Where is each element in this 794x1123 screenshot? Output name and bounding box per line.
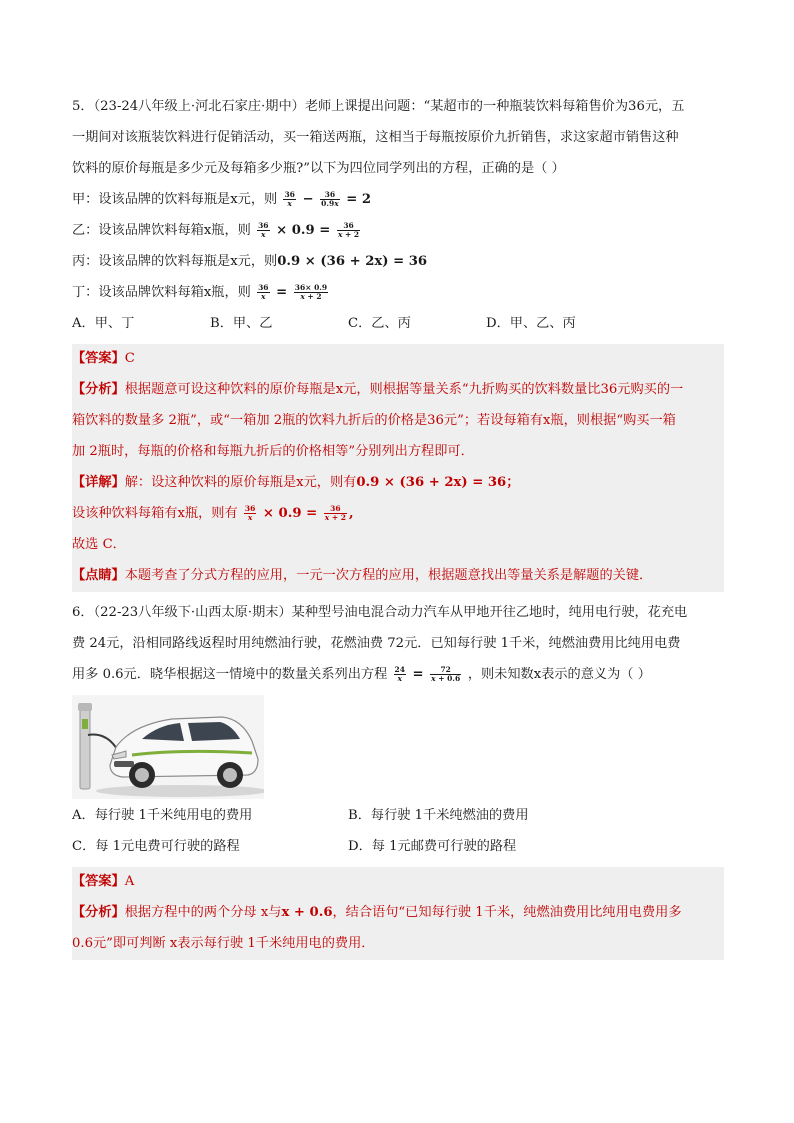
q5-option-ding: [72, 282, 724, 303]
comment-text: 本题考查了分式方程的应用，一元一次方程的应用，根据题意找出等量关系是解题的关键．: [124, 568, 653, 583]
q5-choices: [72, 313, 724, 334]
q5-jia-equation: $\frac{36}{x}$ − $\frac{36}{0.9x}$ = 2: [284, 190, 372, 208]
q6-solution-block: [72, 867, 724, 960]
q5-detail-line-3: 故选 C．: [72, 537, 126, 552]
q5-stem-line-1: 5．（23-24八年级上·河北石家庄·期中）老师上课提出问题：“某超市的一种瓶装饮料每箱售价为36元，五: [72, 99, 685, 114]
q5-analysis-line-2: 箱饮料的数量多 2瓶”，或“一箱加 2瓶的饮料九折后的价格是36元”；若设每箱有x瓶，则根据“购买一箱: [72, 413, 676, 428]
q5-yi-equation: $\frac{36}{x}$ × 0.9 = $\frac{36}{x + 2}$: [258, 221, 360, 239]
question-6: [72, 602, 724, 857]
q6-stem-line-2: 费 24元，沿相同路线返程时用纯燃油行驶，花燃油费 72元．已知每行驶 1千米，纯燃油费用比纯用电费: [72, 636, 681, 651]
analysis-tag: 【分析】: [72, 905, 125, 920]
q5-stem-line-3: 饮料的原价每瓶是多少元及每箱多少瓶?”以下为四位同学列出的方程，正确的是（ ）: [72, 161, 565, 176]
q5-ding-equation: $\frac{36}{x}$ = $\frac{36\times 0.9}{x + 2}$: [258, 283, 328, 301]
q5-choice-c[interactable]: C．乙、丙: [348, 316, 411, 331]
q5-bing-equation: 0.9 × (36 + 2x) = 36: [277, 254, 428, 269]
q6-stem-text-b: ，则未知数x表示的意义为（ ）: [467, 667, 651, 682]
analysis-text-a: 根据方程中的两个分母 x与: [124, 905, 282, 920]
detail-text-2: 设该种饮料每箱有x瓶，则有: [72, 506, 238, 521]
q6-stem-line-3: [72, 664, 724, 685]
q5-comment: [72, 565, 724, 586]
q6-choice-c[interactable]: C．每 1元电费可行驶的路程: [72, 839, 240, 854]
answer-tag: 【答案】: [72, 874, 125, 889]
answer-value: C: [124, 351, 135, 366]
q5-option-yi: [72, 220, 724, 241]
q5-option-bing: [72, 251, 724, 272]
detail-tag: 【详解】: [72, 475, 125, 490]
q6-stem-text-a: 用多 0.6元．晓华根据这一情境中的数量关系列出方程: [72, 667, 388, 682]
car-charging-image: [72, 695, 264, 799]
q5-detail-line-1: [72, 472, 724, 493]
q6-equation: $\frac{24}{x}$ = $\frac{72}{x + 0.6}$: [394, 665, 461, 683]
q5-ding-text: 丁：设该品牌饮料每箱x瓶，则: [72, 285, 251, 300]
q5-choice-a[interactable]: A．甲、丁: [72, 316, 135, 331]
q6-choice-d[interactable]: D．每 1元邮费可行驶的路程: [348, 839, 517, 854]
detail-equation-2: $\frac{36}{x}$ × 0.9 = $\frac{36}{x + 2}$ ,: [244, 504, 354, 522]
q6-answer: [72, 871, 724, 892]
document-page: [72, 96, 724, 960]
q5-jia-text: 甲：设该品牌的饮料每瓶是x元，则: [72, 192, 278, 207]
question-5: [72, 96, 724, 334]
q6-choice-b[interactable]: B．每行驶 1千米纯燃油的费用: [348, 808, 529, 823]
q5-detail-line-2: [72, 503, 724, 524]
q6-analysis-line-2: 0.6元”即可判断 x表示每行驶 1千米纯用电的费用．: [72, 936, 375, 951]
q5-option-jia: [72, 189, 724, 210]
answer-tag: 【答案】: [72, 351, 125, 366]
q6-stem-line-1: 6．（22-23八年级下·山西太原·期末）某种型号油电混合动力汽车从甲地开往乙地时，纯用电行驶，花充电: [72, 605, 688, 620]
analysis-tag: 【分析】: [72, 382, 125, 397]
analysis-expression: x + 0.6: [281, 905, 333, 920]
analysis-text: 根据题意可设这种饮料的原价每瓶是x元，则根据等量关系“九折购买的饮料数量比36元购买的一: [124, 382, 684, 397]
q6-choice-a[interactable]: A．每行驶 1千米纯用电的费用: [72, 808, 253, 823]
detail-text: 解：设这种饮料的原价每瓶是x元，则有: [124, 475, 357, 490]
q5-bing-text: 丙：设该品牌的饮料每瓶是x元，则: [72, 254, 278, 269]
q6-analysis-line-1: [72, 902, 724, 923]
q6-choices-row-1: [72, 805, 724, 826]
q6-choices-row-2: [72, 836, 724, 857]
answer-value: A: [124, 874, 135, 889]
q5-choice-d[interactable]: D．甲、乙、丙: [486, 316, 576, 331]
q5-stem-line-2: 一期间对该瓶装饮料进行促销活动，买一箱送两瓶，这相当于每瓶按原价九折销售，求这家超市销售这种: [72, 130, 679, 145]
q5-analysis-line-1: [72, 379, 724, 400]
detail-equation-1: 0.9 × (36 + 2x) = 36；: [356, 475, 520, 490]
analysis-text-c: ，结合语句“已知每行驶 1千米，纯燃油费用比纯用电费用多: [332, 905, 682, 920]
q5-solution-block: [72, 344, 724, 592]
q5-yi-text: 乙：设该品牌饮料每箱x瓶，则: [72, 223, 251, 238]
q5-choice-b[interactable]: B．甲、乙: [210, 316, 273, 331]
q5-analysis-line-3: 加 2瓶时，每瓶的价格和每瓶九折后的价格相等”分别列出方程即可．: [72, 444, 474, 459]
q5-answer: [72, 348, 724, 369]
comment-tag: 【点睛】: [72, 568, 125, 583]
